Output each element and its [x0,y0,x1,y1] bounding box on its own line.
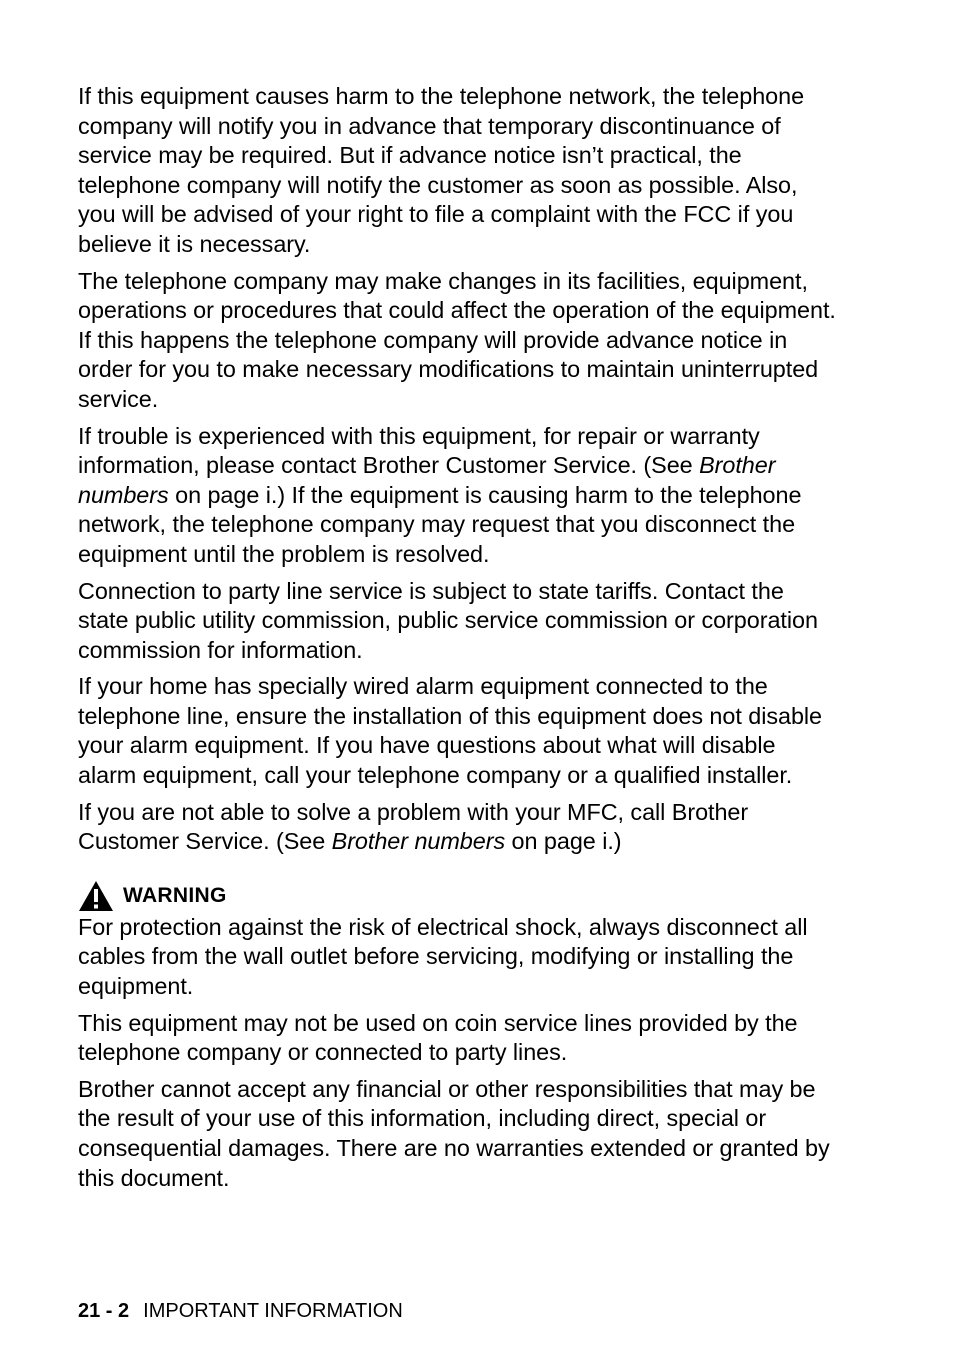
brother-numbers-reference: Brother numbers [78,452,776,508]
warning-heading [78,879,838,913]
page-content [78,82,838,1200]
page-footer [78,1300,403,1323]
paragraph-facility-changes: The telephone company may make changes in its facilities, equipment, operations or procedures that could affect the operation of the equipment. If this happens the telephone company will provide advance notice in order for you to make necessary modifications to maintain uninterrupted service. [78,267,836,412]
paragraph-customer-service [78,798,838,857]
brother-numbers-reference: Brother numbers [331,828,506,855]
warning-paragraph-shock: For protection against the risk of electrical shock, always disconnect all cables from the wall outlet before servicing, modifying or installing the equipment. [78,913,808,1000]
paragraph-text: on page i.) If the equipment is causing harm to the telephone network, the telephone company may request that you disconnect the equipment until the problem is resolved. [78,481,802,567]
warning-paragraph-disclaimer: Brother cannot accept any financial or other responsibilities that may be the result of your use of this information, including direct, special or consequential damages. There are no warranties extended or granted by this document. [78,1075,830,1191]
paragraph-text: on page i.) [505,828,622,855]
warning-triangle-icon [78,880,114,912]
paragraph-trouble-service [78,422,838,570]
section-title: IMPORTANT INFORMATION [143,1300,403,1322]
paragraph-fcc-harm: If this equipment causes harm to the telephone network, the telephone company will notify you in advance that temporary discontinuance of service may be required. But if advance notice isn’t practical, the telephone company will notify the customer as soon as possible. Also, you will be advised of your right to file a complaint with the FCC if you believe it is necessary. [78,83,805,257]
warning-paragraph-coin-lines: This equipment may not be used on coin service lines provided by the telephone company or connected to party lines. [78,1009,798,1066]
warning-label: WARNING [123,883,227,907]
paragraph-party-line: Connection to party line service is subject to state tariffs. Contact the state public utility commission, public service commission or corporation commission for information. [78,577,818,663]
paragraph-text: If you are not able to solve a problem with your MFC, call Brother Customer Service. (See [78,798,749,855]
page-number: 21 - 2 [78,1300,130,1322]
paragraph-text: If trouble is experienced with this equipment, for repair or warranty information, please contact Brother Customer Service. (See [78,422,760,479]
paragraph-alarm-equipment: If your home has specially wired alarm equipment connected to the telephone line, ensure the installation of this equipment does not disable your alarm equipment. If you have questions about what will disable alarm equipment, call your telephone company or a qualified installer. [78,673,823,789]
